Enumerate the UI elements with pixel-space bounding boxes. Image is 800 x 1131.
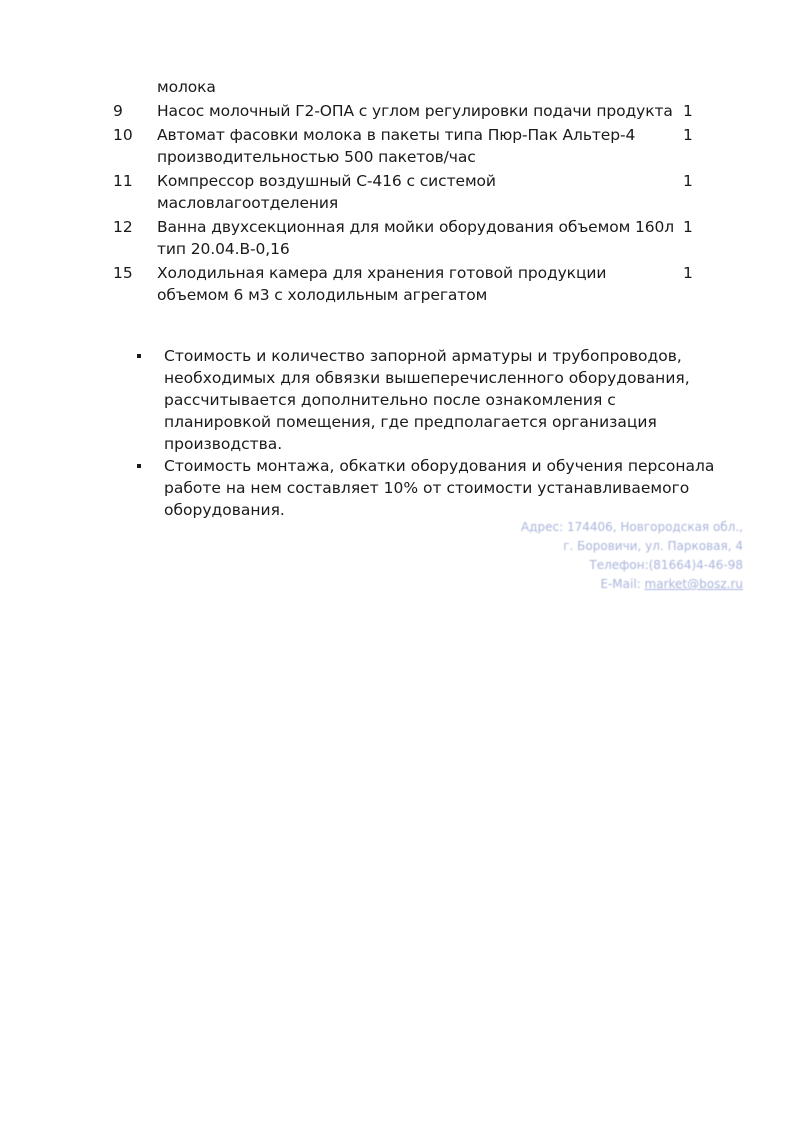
row-name: Компрессор воздушный С-416 с системой масловлагоотделения — [157, 172, 496, 212]
list-item — [134, 455, 724, 521]
row-name: Автомат фасовки молока в пакеты типа Пюр-Пак Альтер-4 производительностью 500 пакетов/час — [157, 126, 636, 166]
address-line-1: Адрес: 174406, Новгородская обл., — [520, 520, 743, 534]
contact-stamp — [443, 518, 743, 594]
row-number: 12 — [113, 218, 133, 236]
row-quantity: 1 — [683, 172, 693, 190]
row-quantity: 1 — [683, 102, 693, 120]
row-number: 9 — [113, 102, 123, 120]
table-row — [113, 216, 703, 260]
bullet-icon — [137, 354, 141, 358]
table-row — [113, 100, 703, 122]
row-number: 10 — [113, 126, 133, 144]
note-text: Стоимость монтажа, обкатки оборудования и обучения персонала работе на нем составляет 10% от стоимости устанавливаемого оборудования. — [164, 457, 715, 519]
note-text: Стоимость и количество запорной арматуры и трубопроводов, необходимых для обвязки вышеперечисленного оборудования, рассчитывается дополнительно после ознакомления с планировкой помещения, где предполагается организация производства. — [164, 347, 690, 453]
table-row — [113, 170, 703, 214]
row-number: 11 — [113, 172, 133, 190]
table-row — [113, 124, 703, 168]
row-name: Насос молочный Г2-ОПА с углом регулировки подачи продукта — [157, 102, 673, 120]
row-name: Холодильная камера для хранения готовой продукции объемом 6 м3 с холодильным агрегатом — [157, 264, 607, 304]
row-number: 15 — [113, 264, 133, 282]
email-link[interactable]: market@bosz.ru — [644, 577, 743, 591]
row-name: молока — [157, 78, 216, 96]
table-row — [113, 76, 703, 98]
phone-line: Телефон:(81664)4-46-98 — [589, 558, 743, 572]
table-row — [113, 262, 703, 306]
notes-list — [134, 345, 724, 521]
bullet-icon — [137, 464, 141, 468]
address-line-2: г. Боровичи, ул. Парковая, 4 — [563, 539, 743, 553]
row-name: Ванна двухсекционная для мойки оборудования объемом 160л тип 20.04.В-0,16 — [157, 218, 675, 258]
email-line — [443, 575, 743, 594]
list-item — [134, 345, 724, 455]
row-quantity: 1 — [683, 218, 693, 236]
email-label: E-Mail: — [600, 577, 645, 591]
row-quantity: 1 — [683, 264, 693, 282]
row-quantity: 1 — [683, 126, 693, 144]
equipment-table — [113, 76, 703, 306]
